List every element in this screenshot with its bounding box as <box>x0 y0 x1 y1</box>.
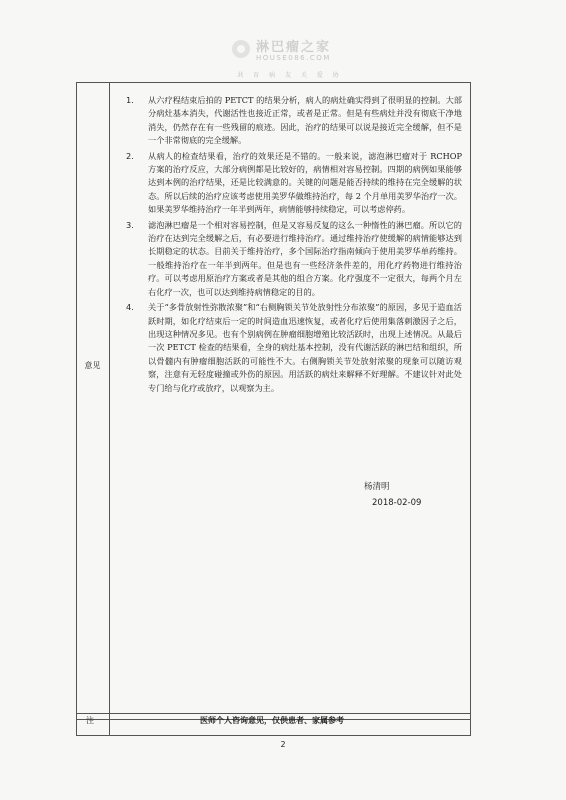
item-text: 滤泡淋巴瘤是一个相对容易控制，但是又容易反复的这么一种惰性的淋巴瘤。所以它的治疗在达到完全缓解之后，有必要进行维持治疗。通过维持治疗使缓解的病情能够达到长期稳定的状态。目前关于维持治疗，多个国际治疗指南倾向于使用美罗华单药维持。一般维持治疗在一年半到两年。但是也有一些经济条件差的，用化疗药物进行维持治疗。可以考虑用原治疗方案或者是其他的组合方案。化疗强度不一定很大，每两个月左右化疗一次，也可以达到维持病情稳定的目的。 <box>148 219 462 297</box>
watermark-url: HOUSE086.COM <box>256 54 331 62</box>
doctor-signature: 杨清明 <box>364 482 390 492</box>
logo-flower-icon <box>232 40 250 58</box>
item-number: 4. <box>126 302 134 313</box>
label-column-divider <box>109 83 110 719</box>
opinion-item <box>126 301 462 395</box>
item-number: 1. <box>126 95 134 105</box>
opinion-date: 2018-02-09 <box>372 498 422 508</box>
opinion-content <box>126 94 462 397</box>
opinion-label: 意见 <box>84 361 101 370</box>
watermark-tagline: 共 育 病 友 关 爱 协 <box>237 72 343 79</box>
item-text: 从病人的检查结果看，治疗的效果还是不错的。一般来说，滤泡淋巴瘤对于 RCHOP 方案的治疗反应，大部分病例都是比较好的，病情相对容易控制。四期的病例如果能够达到本例的治疗结果，还是比较满意的。关键的问题是能否持续的维持在完全缓解的状态。所以后续的治疗应该考虑使用美罗华做维持治疗，每 2 个月单用美罗华治疗一次。如果美罗华维持治疗一年半到两年，病情能够持续稳定，可以考虑停药。 <box>148 150 462 215</box>
item-number: 2. <box>126 150 134 161</box>
item-text: 从六疗程结束后拍的 PETCT 的结果分析，病人的病灶确实得到了很明显的控制。大部分病灶基本消失，代谢活性也接近正常，或者是正常。但是有些病灶并没有彻底干净地消失，仍然存在有一些残留的痕迹。因此，治疗的结果可以说是接近完全缓解，但不是一个非常彻底的完全缓解。 <box>148 95 462 146</box>
note-label-divider <box>109 712 110 735</box>
page-number: 2 <box>280 740 286 749</box>
opinion-item <box>126 150 462 217</box>
opinion-item <box>126 219 462 299</box>
opinion-item <box>126 94 462 148</box>
note-text: 医师个人咨询意见，仅供患者、家属参考 <box>200 716 344 725</box>
note-label: 注 <box>86 716 94 725</box>
item-text: 关于“多骨放射性弥散浓聚”和“右侧胸锁关节处放射性分布浓聚”的原因，多见于造血活跃时期，如化疗结束后一定的时间造血迅速恢复，或者化疗后使用集落刺激因子之后，出现这种情况多见。也有个别病例在肿瘤细胞增殖比较活跃时，出现上述情况。从最后一次 PETCT 检查的结果看，全身的病灶基本控制，没有代谢活跃的淋巴结和组织，所以骨髓内有肿瘤细胞活跃的可能性不大。右侧胸锁关节处放射浓聚的现象可以随访观察，注意有无轻度碰撞或外伤的原因。用活跃的病灶来解释不好理解。不建议针对此处专门给与化疗或放疗，以观察为主。 <box>148 302 462 393</box>
watermark-logo <box>226 34 366 70</box>
item-number: 3. <box>126 219 134 230</box>
watermark-name: 淋巴瘤之家 <box>256 40 332 55</box>
